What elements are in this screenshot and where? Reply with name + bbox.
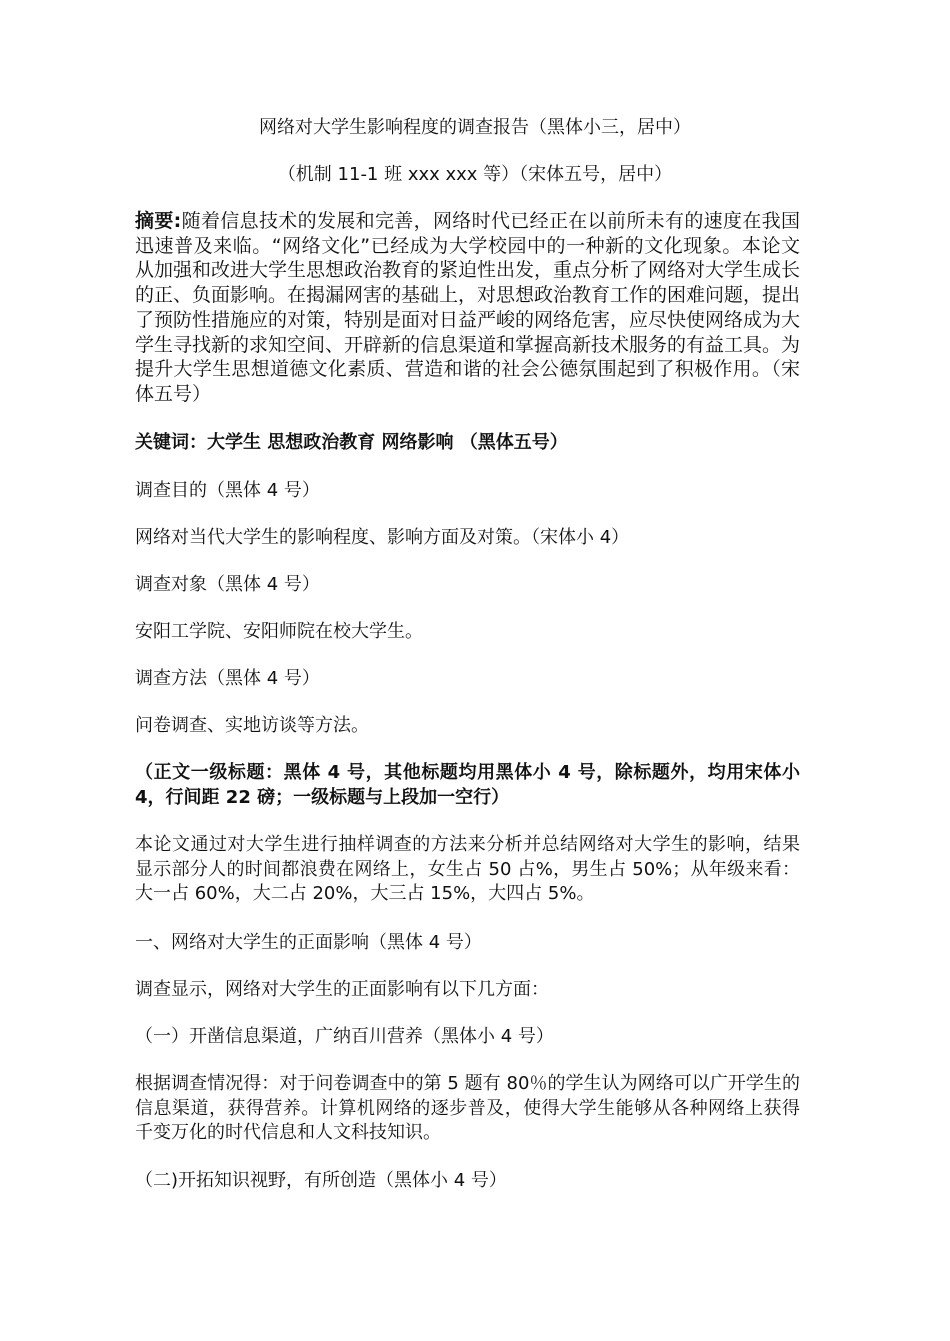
method-text: 问卷调查、实地访谈等方法。 (135, 715, 369, 736)
document-title: 网络对大学生影响程度的调查报告（黑体小三，居中） (259, 117, 691, 138)
keywords-line: 关键词：大学生 思想政治教育 网络影响 （黑体五号） (135, 432, 568, 453)
heading-subjects: 调查对象（黑体 4 号） (135, 574, 320, 595)
heading-method: 调查方法（黑体 4 号） (135, 668, 320, 689)
subheading-1: （一）开凿信息渠道，广纳百川营养（黑体小 4 号） (135, 1026, 554, 1047)
purpose-text: 网络对当代大学生的影响程度、影响方面及对策。（宋体小 4） (135, 527, 630, 548)
subjects-text: 安阳工学院、安阳师院在校大学生。 (135, 621, 423, 642)
heading-positive-impact: 一、网络对大学生的正面影响（黑体 4 号） (135, 932, 482, 953)
heading-purpose: 调查目的（黑体 4 号） (135, 480, 320, 501)
subheading-2: （二)开拓知识视野，有所创造（黑体小 4 号） (135, 1170, 507, 1191)
intro-text: 调查显示，网络对大学生的正面影响有以下几方面： (135, 979, 549, 1000)
abstract-text: 随着信息技术的发展和完善，网络时代已经正在以前所未有的速度在我国迅速普及来临。“网络文化”已经成为大学校园中的一种新的文化现象。本论文从加强和改进大学生思想政治教育的紧迫性出发，重点分析了网络对大学生成长的正、负面影响。在揭漏网害的基础上，对思想政治教育工作的困难问题，提出了预防性措施应的对策，特别是面对日益严峻的网络危害，应尽快使网络成为大学生寻找新的求知空间、开辟新的信息渠道和掌握高新技术服务的有益工具。为提升大学生思想道德文化素质、营造和谐的社会公德氛围起到了积极作用。（宋体五号） (135, 210, 801, 405)
abstract-label: 摘要: (135, 210, 182, 232)
summary-paragraph: 本论文通过对大学生进行抽样调查的方法来分析并总结网络对大学生的影响，结果显示部分人的时间都浪费在网络上，女生占 50 占%，男生占 50%；从年级来看：大一占 60%，大二占 20%，大三占 15%，大四占 5%。 (135, 834, 800, 905)
abstract-paragraph (135, 209, 800, 407)
author-byline: （机制 11-1 班 xxx xxx 等）（宋体五号，居中） (277, 164, 673, 185)
format-note: （正文一级标题：黑体 4 号，其他标题均用黑体小 4 号，除标题外，均用宋体小 4，行间距 22 磅；一级标题与上段加一空行） (135, 762, 800, 808)
subheading-1-paragraph: 根据调查情况得：对于问卷调查中的第 5 题有 80％的学生认为网络可以广开学生的信息渠道，获得营养。计算机网络的逐步普及，使得大学生能够从各种网络上获得千变万化的时代信息和人文科技知识。 (135, 1073, 800, 1144)
